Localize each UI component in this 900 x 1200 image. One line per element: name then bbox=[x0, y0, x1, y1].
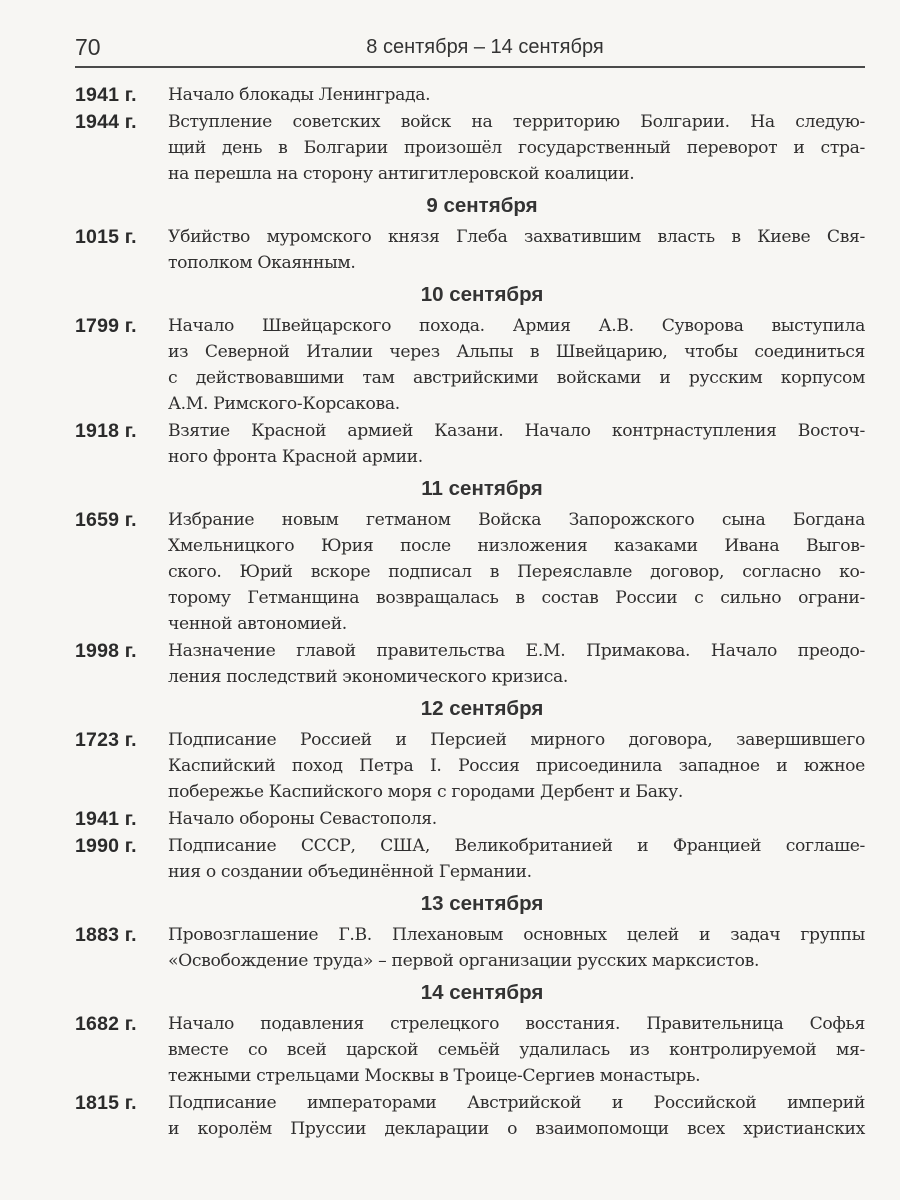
text-line: Взятие Красной армией Казани. Начало контрнаступления Восточ- bbox=[168, 421, 865, 441]
event-entry bbox=[75, 224, 865, 276]
event-description bbox=[168, 1011, 865, 1089]
running-title: 8 сентября – 14 сентября bbox=[366, 36, 604, 58]
event-year: 1941 г. bbox=[75, 808, 137, 830]
event-description bbox=[168, 922, 865, 974]
event-year: 1941 г. bbox=[75, 84, 137, 106]
event-entry bbox=[75, 727, 865, 805]
event-year: 1998 г. bbox=[75, 640, 137, 662]
calendar-content bbox=[75, 82, 865, 1143]
event-year: 1918 г. bbox=[75, 420, 137, 442]
event-description bbox=[168, 727, 865, 805]
text-line: тополком Окаянным. bbox=[168, 253, 356, 273]
text-line: на перешла на сторону антигитлеровской коалиции. bbox=[168, 164, 635, 184]
event-year: 1659 г. bbox=[75, 509, 137, 531]
event-entry bbox=[75, 313, 865, 417]
text-line: Провозглашение Г.В. Плехановым основных целей и задач группы bbox=[168, 925, 865, 945]
text-line: Убийство муромского князя Глеба захватившим власть в Киеве Свя- bbox=[168, 227, 865, 247]
event-description bbox=[168, 418, 865, 470]
event-entry bbox=[75, 1011, 865, 1089]
event-entry bbox=[75, 109, 865, 187]
event-year: 1883 г. bbox=[75, 924, 137, 946]
event-description bbox=[168, 806, 865, 832]
event-description bbox=[168, 1090, 865, 1142]
text-line: ного фронта Красной армии. bbox=[168, 447, 423, 467]
event-entry bbox=[75, 922, 865, 974]
event-year: 1799 г. bbox=[75, 315, 137, 337]
event-entry bbox=[75, 1090, 865, 1142]
event-year: 1990 г. bbox=[75, 835, 137, 857]
event-entry bbox=[75, 833, 865, 885]
event-description bbox=[168, 507, 865, 637]
event-year: 1944 г. bbox=[75, 111, 137, 133]
event-description bbox=[168, 82, 865, 108]
date-heading: 10 сентября bbox=[420, 283, 544, 306]
text-line: ления последствий экономического кризиса. bbox=[168, 667, 569, 687]
event-description bbox=[168, 224, 865, 276]
text-line: Начало обороны Севастополя. bbox=[168, 809, 437, 829]
text-line: ченной автономией. bbox=[168, 614, 347, 634]
text-line: из Северной Италии через Альпы в Швейцарию, чтобы соединиться bbox=[168, 342, 865, 362]
date-heading: 12 сентября bbox=[420, 697, 544, 720]
text-line: Хмельницкого Юрия после низложения казаками Ивана Выгов- bbox=[168, 536, 865, 556]
text-line: Подписание СССР, США, Великобританией и Францией соглаше- bbox=[168, 836, 865, 856]
text-line: вместе со всей царской семьёй удалилась из контролируемой мя- bbox=[168, 1040, 865, 1060]
event-year: 1015 г. bbox=[75, 226, 137, 248]
text-line: Каспийский поход Петра I. Россия присоединила западное и южное bbox=[168, 756, 865, 776]
text-line: и королём Пруссии декларации о взаимопомощи всех христианских bbox=[168, 1119, 865, 1139]
date-heading: 14 сентября bbox=[420, 981, 544, 1004]
text-line: ния о создании объединённой Германии. bbox=[168, 862, 532, 882]
event-entry bbox=[75, 507, 865, 637]
event-year: 1682 г. bbox=[75, 1013, 137, 1035]
event-description bbox=[168, 638, 865, 690]
event-entry bbox=[75, 806, 865, 832]
text-line: ского. Юрий вскоре подписал в Переяславле договор, согласно ко- bbox=[168, 562, 865, 582]
text-line: с действовавшими там австрийскими войсками и русским корпусом bbox=[168, 368, 865, 388]
text-line: Начало блокады Ленинграда. bbox=[168, 85, 431, 105]
event-entry bbox=[75, 82, 865, 108]
event-description bbox=[168, 833, 865, 885]
event-description bbox=[168, 109, 865, 187]
text-line: Подписание Россией и Персией мирного договора, завершившего bbox=[168, 730, 865, 750]
event-year: 1815 г. bbox=[75, 1092, 137, 1114]
date-heading: 9 сентября bbox=[426, 194, 538, 217]
text-line: Начало Швейцарского похода. Армия А.В. Суворова выступила bbox=[168, 316, 865, 336]
event-description bbox=[168, 313, 865, 417]
text-line: Вступление советских войск на территорию Болгарии. На следую- bbox=[168, 112, 865, 132]
text-line: Назначение главой правительства Е.М. Примакова. Начало преодо- bbox=[168, 641, 865, 661]
text-line: А.М. Римского-Корсакова. bbox=[168, 394, 400, 414]
event-entry bbox=[75, 638, 865, 690]
text-line: щий день в Болгарии произошёл государственный переворот и стра- bbox=[168, 138, 865, 158]
running-header bbox=[75, 32, 865, 68]
event-entry bbox=[75, 418, 865, 470]
event-year: 1723 г. bbox=[75, 729, 137, 751]
text-line: тежными стрельцами Москвы в Троице-Сергиев монастырь. bbox=[168, 1066, 701, 1086]
text-line: Подписание императорами Австрийской и Российской империй bbox=[168, 1093, 865, 1113]
date-heading: 13 сентября bbox=[420, 892, 544, 915]
text-line: торому Гетманщина возвращалась в состав России с сильно ограни- bbox=[168, 588, 865, 608]
text-line: Избрание новым гетманом Войска Запорожского сына Богдана bbox=[168, 510, 865, 530]
text-line: «Освобождение труда» – первой организации русских марксистов. bbox=[168, 951, 760, 971]
date-heading: 11 сентября bbox=[421, 477, 543, 500]
page-number: 70 bbox=[75, 34, 101, 60]
text-line: Начало подавления стрелецкого восстания. Правительница Софья bbox=[168, 1014, 865, 1034]
text-line: побережье Каспийского моря с городами Дербент и Баку. bbox=[168, 782, 683, 802]
